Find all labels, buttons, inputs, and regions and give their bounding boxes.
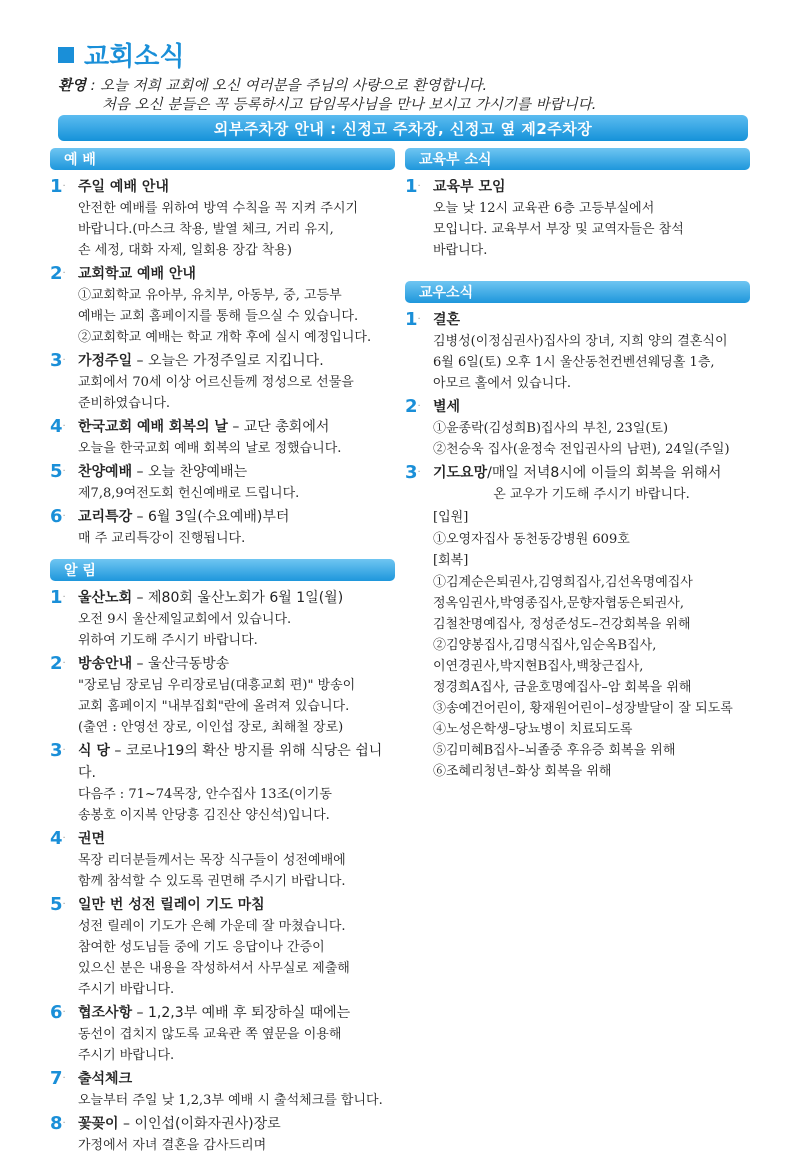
hospital-label: [입원] xyxy=(433,510,469,525)
welcome-message xyxy=(58,77,596,115)
members-items xyxy=(405,309,750,782)
item-number: 1· xyxy=(50,587,66,608)
list-item xyxy=(50,176,395,261)
item-number: 6· xyxy=(50,1002,66,1023)
item-number: 6· xyxy=(50,506,66,527)
list-item xyxy=(405,396,750,460)
item-title: 찬양예배 – 오늘 찬양예배는 xyxy=(78,464,248,480)
item-number: 3· xyxy=(50,350,66,371)
item-title: 교회학교 예배 안내 xyxy=(78,266,196,282)
item-line: 손 세정, 대화 자제, 일회용 장갑 착용) xyxy=(78,243,292,258)
list-item xyxy=(405,462,750,505)
item-line: 가정에서 자녀 결혼을 감사드리며 xyxy=(78,1138,267,1153)
header xyxy=(58,36,596,115)
item-line: ④노성은학생–당뇨병이 치료되도록 xyxy=(433,722,633,737)
item-line: 온 교우가 기도해 주시기 바랍니다. xyxy=(493,487,690,502)
item-line: 예배는 교회 홈페이지를 통해 들으실 수 있습니다. xyxy=(78,309,359,324)
item-line: 오늘 낮 12시 교육관 6층 고등부실에서 xyxy=(433,201,655,216)
right-column xyxy=(405,148,750,782)
item-line: 모입니다. 교육부서 부장 및 교역자들은 참석 xyxy=(433,222,684,237)
left-column xyxy=(50,148,395,1158)
welcome-line-1: : 오늘 저희 교회에 오신 여러분을 주님의 사랑으로 환영합니다. xyxy=(86,78,488,94)
list-item xyxy=(50,350,395,414)
item-line: 이연경권사,박지현B집사,백창근집사, xyxy=(433,659,644,674)
section-heading-education: 교육부 소식 xyxy=(405,148,750,170)
item-line: 매 주 교리특강이 진행됩니다. xyxy=(78,531,246,546)
page-title xyxy=(58,36,596,73)
item-title: 별세 xyxy=(433,399,461,415)
worship-items xyxy=(50,176,395,549)
item-title: 일만 번 성전 릴레이 기도 마침 xyxy=(78,897,265,913)
list-item xyxy=(50,506,395,549)
item-line: 정옥임권사,박영종집사,문향자협동은퇴권사, xyxy=(433,596,684,611)
parking-banner: 외부주차장 안내 : 신정고 주차장, 신정고 옆 제2주차장 xyxy=(58,115,748,141)
item-line: 김철찬명예집사, 정성준성도–건강회복을 위해 xyxy=(433,617,691,632)
page-title-text: 교회소식 xyxy=(84,42,185,72)
item-line: 안전한 예배를 위하여 방역 수칙을 꼭 지켜 주시기 xyxy=(78,201,359,216)
item-title: 주일 예배 안내 xyxy=(78,179,169,195)
list-item xyxy=(50,1002,395,1066)
item-line: 정경희A집사, 금윤호명예집사–암 회복을 위해 xyxy=(433,680,692,695)
item-number: 2· xyxy=(50,263,66,284)
item-number: 5· xyxy=(50,894,66,915)
item-title: 식 당 – 코로나19의 확산 방지를 위해 식당은 쉽니다. xyxy=(78,743,383,781)
prayer-list xyxy=(405,507,750,782)
list-item xyxy=(50,263,395,348)
welcome-line-2: 처음 오신 분들은 꼭 등록하시고 담임목사님을 만나 보시고 가시기를 바랍니다. xyxy=(102,97,597,113)
item-line: 송봉호 이지복 안당흥 김진산 양신석)입니다. xyxy=(78,808,330,823)
section-heading-members: 교우소식 xyxy=(405,281,750,303)
item-line: ③송예건어린이, 황재원어린이–성장발달이 잘 되도록 xyxy=(433,701,733,716)
item-line: ①오영자집사 동천동강병원 609호 xyxy=(433,532,630,547)
item-number: 4· xyxy=(50,416,66,437)
recovery-lines xyxy=(433,572,750,782)
item-title: 울산노회 – 제80회 울산노회가 6월 1일(월) xyxy=(78,590,344,606)
item-number: 5· xyxy=(50,461,66,482)
item-title: 방송안내 – 울산극동방송 xyxy=(78,656,230,672)
item-line: ②천승욱 집사(윤정숙 전입권사의 남편), 24일(주일) xyxy=(433,442,730,457)
item-line: ②김양봉집사,김명식집사,임순옥B집사, xyxy=(433,638,657,653)
item-line: 다음주 : 71~74목장, 안수집사 13조(이기동 xyxy=(78,787,332,802)
item-title: 협조사항 – 1,2,3부 예배 후 퇴장하실 때에는 xyxy=(78,1005,351,1021)
item-line: 함께 참석할 수 있도록 권면해 주시기 바랍니다. xyxy=(78,874,346,889)
item-line: 교회 홈페이지 "내부집회"란에 올려져 있습니다. xyxy=(78,699,350,714)
item-number: 2· xyxy=(405,396,421,417)
education-items xyxy=(405,176,750,261)
welcome-label: 환영 xyxy=(58,78,87,94)
list-item xyxy=(50,1113,395,1156)
item-line: 주시기 바랍니다. xyxy=(78,1048,175,1063)
item-number: 1· xyxy=(405,309,421,330)
item-line: 참여한 성도님들 중에 기도 응답이나 간증이 xyxy=(78,940,325,955)
item-line: 아모르 홀에서 있습니다. xyxy=(433,376,571,391)
item-line: ①윤종락(김성희B)집사의 부친, 23일(토) xyxy=(433,421,669,436)
item-line: ②교회학교 예배는 학교 개학 후에 실시 예정입니다. xyxy=(78,330,372,345)
list-item xyxy=(50,587,395,651)
item-number: 1· xyxy=(405,176,421,197)
item-line: 김병성(이정심권사)집사의 장녀, 지희 양의 결혼식이 xyxy=(433,334,728,349)
item-line: 바랍니다. xyxy=(433,243,488,258)
item-title: 한국교회 예배 회복의 날 – 교단 총회에서 xyxy=(78,419,330,435)
item-line: ①교회학교 유아부, 유치부, 아동부, 중, 고등부 xyxy=(78,288,342,303)
item-line: 제7,8,9여전도회 헌신예배로 드립니다. xyxy=(78,486,300,501)
item-line: 위하여 기도해 주시기 바랍니다. xyxy=(78,633,258,648)
item-line: 동선이 겹치지 않도록 교육관 쪽 옆문을 이용해 xyxy=(78,1027,342,1042)
list-item xyxy=(50,416,395,459)
section-heading-worship: 예 배 xyxy=(50,148,395,170)
item-line: 목장 리더분들께서는 목장 식구들이 성전예배에 xyxy=(78,853,346,868)
item-line: 준비하였습니다. xyxy=(78,396,171,411)
list-item xyxy=(50,828,395,892)
list-item xyxy=(405,176,750,261)
list-item xyxy=(50,1068,395,1111)
list-item xyxy=(50,653,395,738)
item-line: 성전 릴레이 기도가 은혜 가운데 잘 마쳤습니다. xyxy=(78,919,346,934)
list-item xyxy=(50,740,395,826)
item-line: 오전 9시 울산제일교회에서 있습니다. xyxy=(78,612,292,627)
item-title: 가정주일 – 오늘은 가정주일로 지킵니다. xyxy=(78,353,324,369)
item-line: 주시기 바랍니다. xyxy=(78,982,175,997)
item-line: 오늘부터 주일 낮 1,2,3부 예배 시 출석체크를 합니다. xyxy=(78,1093,383,1108)
item-number: 7· xyxy=(50,1068,66,1089)
section-heading-notice: 알 림 xyxy=(50,559,395,581)
item-line: ⑤김미혜B집사–뇌졸중 후유증 회복을 위해 xyxy=(433,743,676,758)
list-item xyxy=(50,894,395,1000)
item-title: 출석체크 xyxy=(78,1071,133,1087)
item-title: 권면 xyxy=(78,831,106,847)
item-title: 기도요망/매일 저녁8시에 이들의 회복을 위해서 xyxy=(433,465,722,481)
list-item xyxy=(405,309,750,394)
item-line: 있으신 분은 내용을 작성하셔서 사무실로 제출해 xyxy=(78,961,350,976)
item-line: ⑥조혜리청년–화상 회복을 위해 xyxy=(433,764,612,779)
item-line: 교회에서 70세 이상 어르신들께 정성으로 선물을 xyxy=(78,375,354,390)
item-title: 교리특강 – 6월 3일(수요예배)부터 xyxy=(78,509,290,525)
item-title: 결혼 xyxy=(433,312,461,328)
square-bullet-icon xyxy=(58,47,74,63)
item-line: ①김계순은퇴권사,김영희집사,김선옥명예집사 xyxy=(433,575,693,590)
item-number: 8· xyxy=(50,1113,66,1134)
recovery-label: [회복] xyxy=(433,553,469,568)
item-line: 오늘을 한국교회 예배 회복의 날로 정했습니다. xyxy=(78,441,342,456)
item-line: 바랍니다.(마스크 착용, 발열 체크, 거리 유지, xyxy=(78,222,334,237)
item-line: (출연 : 안영선 장로, 이인섭 장로, 최해철 장로) xyxy=(78,720,344,735)
item-number: 2· xyxy=(50,653,66,674)
item-number: 1· xyxy=(50,176,66,197)
notice-items xyxy=(50,587,395,1156)
item-line: "장로님 장로님 우리장로님(대흥교회 편)" 방송이 xyxy=(78,678,356,693)
item-line: 6월 6일(토) 오후 1시 울산동천컨벤션웨딩홀 1층, xyxy=(433,355,715,370)
list-item xyxy=(50,461,395,504)
item-number: 3· xyxy=(405,462,421,483)
item-number: 3· xyxy=(50,740,66,761)
item-title: 교육부 모임 xyxy=(433,179,506,195)
item-number: 4· xyxy=(50,828,66,849)
item-title: 꽃꽂이 – 이인섭(이화자권사)장로 xyxy=(78,1116,281,1132)
